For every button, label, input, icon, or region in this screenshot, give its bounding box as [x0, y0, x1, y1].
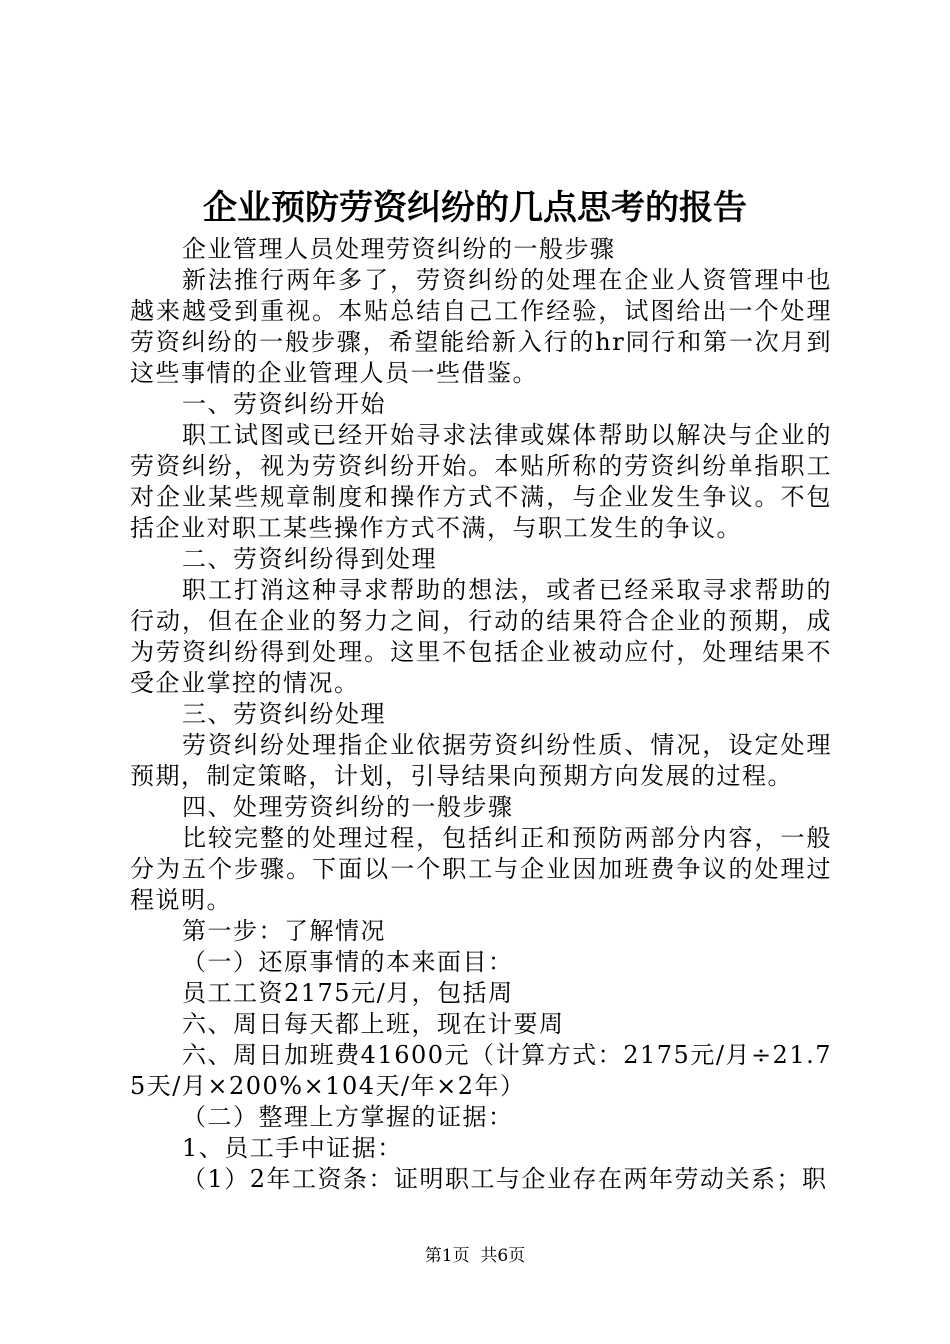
section-heading: 一、劳资纠纷开始: [182, 390, 386, 418]
list-heading: 1、员工手中证据：: [182, 1134, 403, 1162]
section-heading: 二、劳资纠纷得到处理: [182, 545, 437, 573]
page-number: 第1页: [424, 1246, 470, 1266]
list-item: （1）2年工资条：证明职工与企业存在两年劳动关系；职: [182, 1165, 828, 1193]
paragraph: 六、周日每天都上班，现在计要周: [182, 1010, 565, 1038]
paragraph: 新法推行两年多了，劳资纠纷的处理在企业人资管理中也越来越受到重视。本贴总结自己工作经验，试图给出一个处理劳资纠纷的一般步骤，希望能给新入行的hr同行和第一次月到这些事情的企业管理人员一些借鉴。: [130, 266, 832, 387]
paragraph: 职工打消这种寻求帮助的想法，或者已经采取寻求帮助的行动，但在企业的努力之间，行动的结果符合企业的预期，成为劳资纠纷得到处理。这里不包括企业被动应付，处理结果不受企业掌控的情况。: [130, 576, 832, 697]
page-footer: [0, 1244, 950, 1268]
paragraph: 企业管理人员处理劳资纠纷的一般步骤: [182, 235, 616, 263]
page-total: 共6页: [480, 1246, 526, 1266]
document-title: 企业预防劳资纠纷的几点思考的报告: [203, 188, 747, 228]
step-heading: 第一步：了解情况: [182, 917, 386, 945]
section-heading: 四、处理劳资纠纷的一般步骤: [182, 793, 514, 821]
paragraph: 比较完整的处理过程，包括纠正和预防两部分内容，一般分为五个步骤。下面以一个职工与企业因加班费争议的处理过程说明。: [130, 824, 832, 914]
document-body: [130, 234, 832, 1195]
section-heading: 三、劳资纠纷处理: [182, 700, 386, 728]
paragraph: 六、周日加班费41600元（计算方式：2175元/月÷21.75天/月×200%×104天/年×2年）: [130, 1041, 832, 1100]
paragraph: 劳资纠纷处理指企业依据劳资纠纷性质、情况，设定处理预期，制定策略，计划，引导结果向预期方向发展的过程。: [130, 731, 832, 790]
paragraph: 员工工资2175元/月，包括周: [182, 979, 514, 1007]
paragraph: 职工试图或已经开始寻求法律或媒体帮助以解决与企业的劳资纠纷，视为劳资纠纷开始。本贴所称的劳资纠纷单指职工对企业某些规章制度和操作方式不满，与企业发生争议。不包括企业对职工某些操作方式不满，与职工发生的争议。: [130, 421, 832, 542]
sub-heading: （一）还原事情的本来面目：: [182, 948, 514, 976]
sub-heading: （二）整理上方掌握的证据：: [182, 1103, 514, 1131]
